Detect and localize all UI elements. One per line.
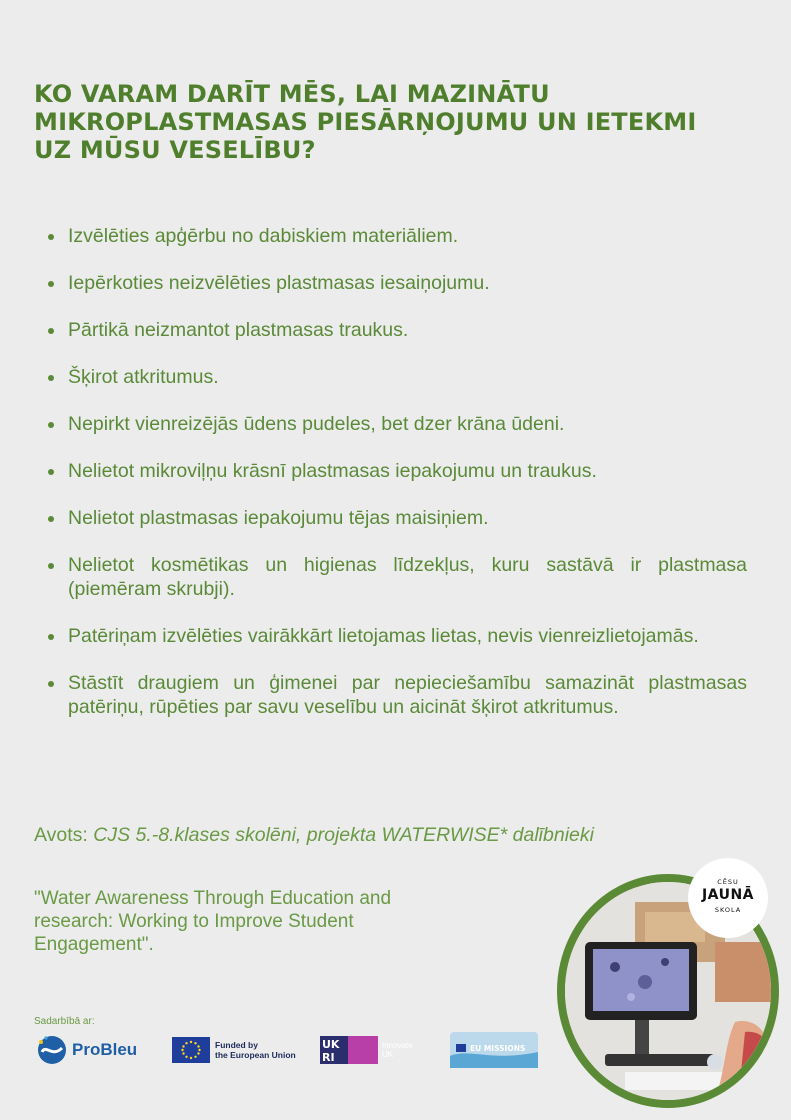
ukri-text [382, 1041, 413, 1059]
list-item: Šķirot atkritumus. [34, 365, 747, 389]
title-line: MIKROPLASTMASAS PIESĀRŅOJUMU UN IETEKMI [34, 108, 697, 136]
svg-text:RI: RI [322, 1051, 335, 1064]
title-line: UZ MŪSU VESELĪBU? [34, 136, 316, 164]
list-item: Nelietot mikroviļņu krāsnī plastmasas iepakojumu un traukus. [34, 459, 747, 483]
list-item: Nelietot kosmētikas un higienas līdzekļus, kuru sastāvā ir plastmasa (piemēram skrubji). [34, 553, 747, 601]
eu-missions-icon [450, 1032, 538, 1068]
eu-logo [172, 1030, 296, 1070]
ukri-text-line: Innovate [382, 1041, 413, 1050]
missions-text: EU MISSIONS [470, 1044, 526, 1053]
probleu-icon [36, 1034, 68, 1066]
source-line [34, 822, 754, 848]
partners-label: Sadarbībā ar: [34, 1016, 95, 1027]
eu-text-line: Funded by [215, 1040, 258, 1050]
school-logo-line: SKOLA [714, 906, 742, 914]
source-label: Avots: [34, 824, 94, 846]
tips-list [34, 224, 747, 742]
list-item: Stāstīt draugiem un ģimenei par nepieciešamību samazināt plastmasas patēriņu, rūpēties par savu veselību un aicināt šķirot atkritumus. [34, 671, 747, 719]
svg-text:UK: UK [322, 1038, 340, 1051]
source-text: CJS 5.-8.klases skolēni, projekta WATERWISE* dalībnieki [93, 824, 594, 846]
school-logo-line: JAUNĀ [701, 887, 755, 903]
list-item: Iepērkoties neizvēlēties plastmasas iesaiņojumu. [34, 271, 747, 295]
ukri-logo [320, 1030, 413, 1070]
probleu-logo [36, 1030, 137, 1070]
title-line: KO VARAM DARĪT MĒS, LAI MAZINĀTU [34, 80, 550, 108]
eu-missions-logo [450, 1030, 538, 1070]
school-logo [688, 858, 768, 938]
ukri-text-line: UK [382, 1050, 394, 1059]
list-item: Nepirkt vienreizējās ūdens pudeles, bet dzer krāna ūdeni. [34, 412, 747, 436]
list-item: Nelietot plastmasas iepakojumu tējas maisiņiem. [34, 506, 747, 530]
ukri-icon [320, 1034, 378, 1066]
list-item: Pārtikā neizmantot plastmasas traukus. [34, 318, 747, 342]
page-title [34, 80, 734, 164]
list-item: Patēriņam izvēlēties vairākkārt lietojamas lietas, nevis vienreizlietojamās. [34, 624, 747, 648]
school-logo-line: CĒSU [717, 878, 739, 886]
list-item: Izvēlēties apģērbu no dabiskiem materiāliem. [34, 224, 747, 248]
probleu-text: ProBleu [72, 1040, 138, 1059]
eu-flag-icon [172, 1037, 210, 1063]
project-quote: "Water Awareness Through Education and research: Working to Improve Student Engagement". [34, 888, 392, 955]
eu-text [215, 1040, 296, 1060]
eu-text-line: the European Union [215, 1050, 296, 1060]
